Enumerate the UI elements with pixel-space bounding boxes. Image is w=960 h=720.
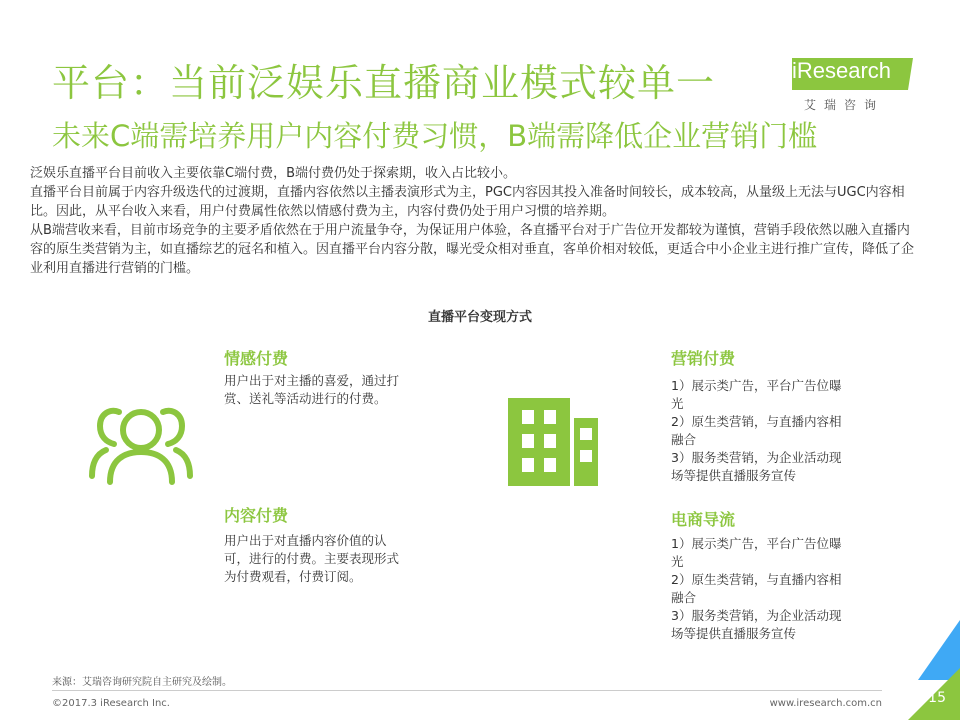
intro-paragraph: 从B端营收来看，目前市场竞争的主要矛盾依然在于用户流量争夺，为保证用户体验，各直播平台对于广告位开发都较为谨慎，营销手段依然以融入直播内容的原生类营销为主，如直播综艺的冠名和植入。因直播平台内容分散，曝光受众相对垂直，客单价相对较低，更适合中小企业主进行推广宣传，降低了企业利用直播进行营销的门槛。 — [30, 223, 915, 276]
intro-paragraph: 直播平台目前属于内容升级迭代的过渡期，直播内容依然以主播表演形式为主，PGC内容因其投入准备时间较长，成本较高，从量级上无法与UGC内容相比。因此，从平台收入来看，用户付费属性依然以情感付费为主，内容付费仍处于用户习惯的培养期。 — [30, 185, 905, 219]
list-item: 1）展示类广告，平台广告位曝光 — [671, 378, 842, 411]
page-title: 平台：当前泛娱乐直播商业模式较单一 — [52, 61, 716, 105]
category-emotional-title: 情感付费 — [224, 349, 289, 368]
page-number: 15 — [928, 690, 946, 706]
users-icon — [86, 398, 196, 488]
intro-paragraph: 泛娱乐直播平台目前收入主要依靠C端付费，B端付费仍处于探索期，收入占比较小。 — [30, 166, 516, 181]
source-note: 来源：艾瑞咨询研究院自主研究及绘制。 — [52, 677, 232, 688]
list-item: 2）原生类营销，与直播内容相融合 — [671, 572, 842, 605]
copyright: ©2017.3 iResearch Inc. — [52, 698, 170, 709]
footer-divider — [52, 690, 882, 691]
logo-text: iResearch — [792, 58, 892, 83]
page-subtitle: 未来C端需培养用户内容付费习惯，B端需降低企业营销门槛 — [52, 119, 818, 153]
category-content-desc: 用户出于对直播内容价值的认可，进行的付费。主要表现形式为付费观看，付费订阅。 — [224, 533, 400, 584]
category-content-title: 内容付费 — [224, 506, 289, 525]
list-item: 2）原生类营销，与直播内容相融合 — [671, 414, 842, 447]
building-icon — [508, 398, 598, 486]
list-item: 3）服务类营销，为企业活动现场等提供直播服务宣传 — [671, 450, 842, 483]
intro-text — [30, 164, 920, 278]
logo-subtitle: 艾瑞咨询 — [804, 98, 885, 112]
category-ecommerce-list — [671, 535, 849, 643]
section-title: 直播平台变现方式 — [427, 310, 532, 325]
category-marketing-title: 营销付费 — [671, 349, 736, 368]
list-item: 1）展示类广告，平台广告位曝光 — [671, 536, 842, 569]
website-link[interactable]: www.iresearch.com.cn — [769, 698, 882, 709]
category-ecommerce-title: 电商导流 — [671, 510, 736, 529]
list-item: 3）服务类营销，为企业活动现场等提供直播服务宣传 — [671, 608, 842, 641]
category-marketing-list — [671, 377, 849, 485]
category-emotional-desc: 用户出于对主播的喜爱，通过打赏、送礼等活动进行的付费。 — [224, 373, 400, 406]
